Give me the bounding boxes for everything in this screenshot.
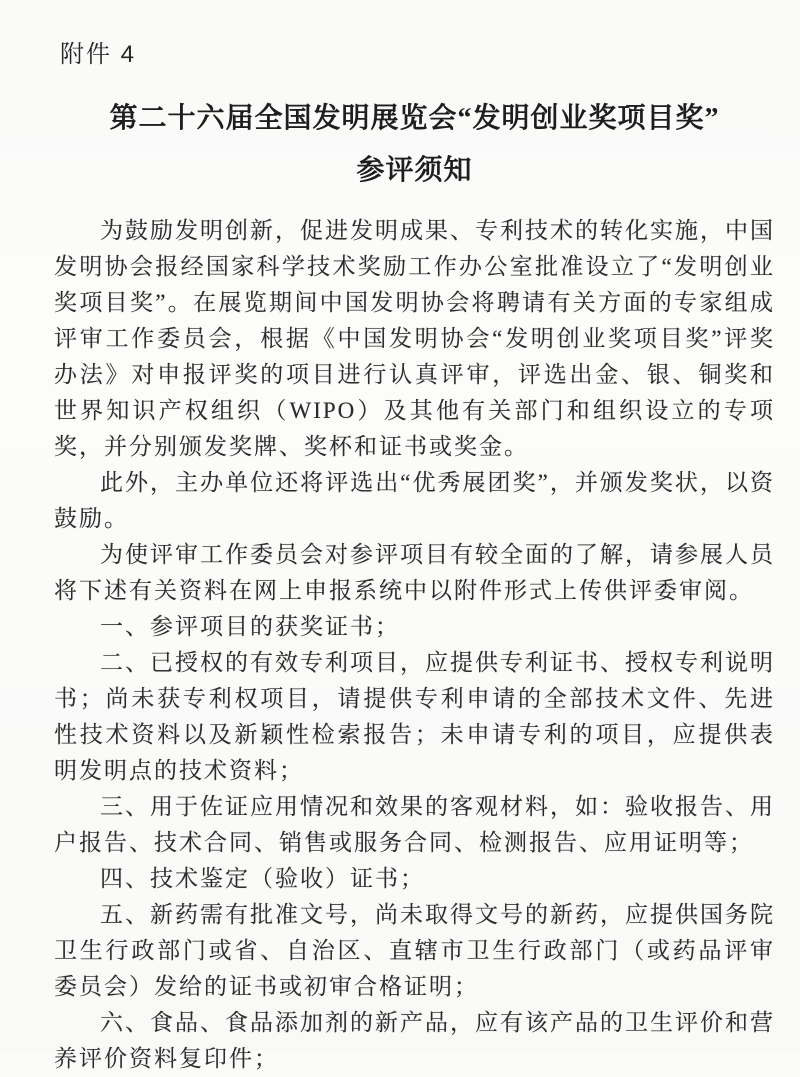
list-item-5-new-drug-approval: 五、新药需有批准文号，尚未取得文号的新药，应提供国务院卫生行政部门或省、自治区、直辖市卫生行政部门（或药品评审委员会）发给的证书或初审合格证明； — [54, 902, 775, 999]
list-item-1-award-certificate: 一、参评项目的获奖证书； — [100, 614, 400, 639]
list-item-4-appraisal-certificate: 四、技术鉴定（验收）证书； — [100, 866, 425, 891]
document-title-line-2: 参评须知 — [356, 155, 473, 186]
document-title-line-1: 第二十六届全国发明展览会“发明创业奖项目奖” — [109, 103, 720, 134]
document-body — [54, 213, 775, 1077]
paragraph-upload-instruction: 为使评审工作委员会对参评项目有较全面的了解，请参展人员将下述有关资料在网上申报系统中以附件形式上传供评委审阅。 — [54, 542, 775, 603]
list-item-3-application-evidence: 三、用于佐证应用情况和效果的客观材料，如：验收报告、用户报告、技术合同、销售或服务合同、检测报告、应用证明等； — [54, 794, 775, 855]
list-item-2-patent-documents: 二、已授权的有效专利项目，应提供专利证书、授权专利说明书；尚未获专利权项目，请提供专利申请的全部技术文件、先进性技术资料以及新颖性检索报告；未申请专利的项目，应提供表明发明点的技术资料； — [54, 650, 775, 783]
list-item-6-food-products: 六、食品、食品添加剂的新产品，应有该产品的卫生评价和营养评价资料复印件； — [54, 1010, 775, 1071]
document-title — [54, 93, 775, 197]
attachment-label: 附件 4 — [60, 41, 137, 68]
paragraph-excellent-exhibit-award: 此外，主办单位还将评选出“优秀展团奖”，并颁发奖状，以资鼓励。 — [54, 470, 775, 531]
paragraph-intro: 为鼓励发明创新，促进发明成果、专利技术的转化实施，中国发明协会报经国家科学技术奖励工作办公室批准设立了“发明创业奖项目奖”。在展览期间中国发明协会将聘请有关方面的专家组成评审工作委员会，根据《中国发明协会“发明创业奖项目奖”评奖办法》对申报评奖的项目进行认真评审，评选出金、银、铜奖和世界知识产权组织（WIPO）及其他有关部门和组织设立的专项奖，并分别颁发奖牌、奖杯和证书或奖金。 — [54, 218, 775, 459]
